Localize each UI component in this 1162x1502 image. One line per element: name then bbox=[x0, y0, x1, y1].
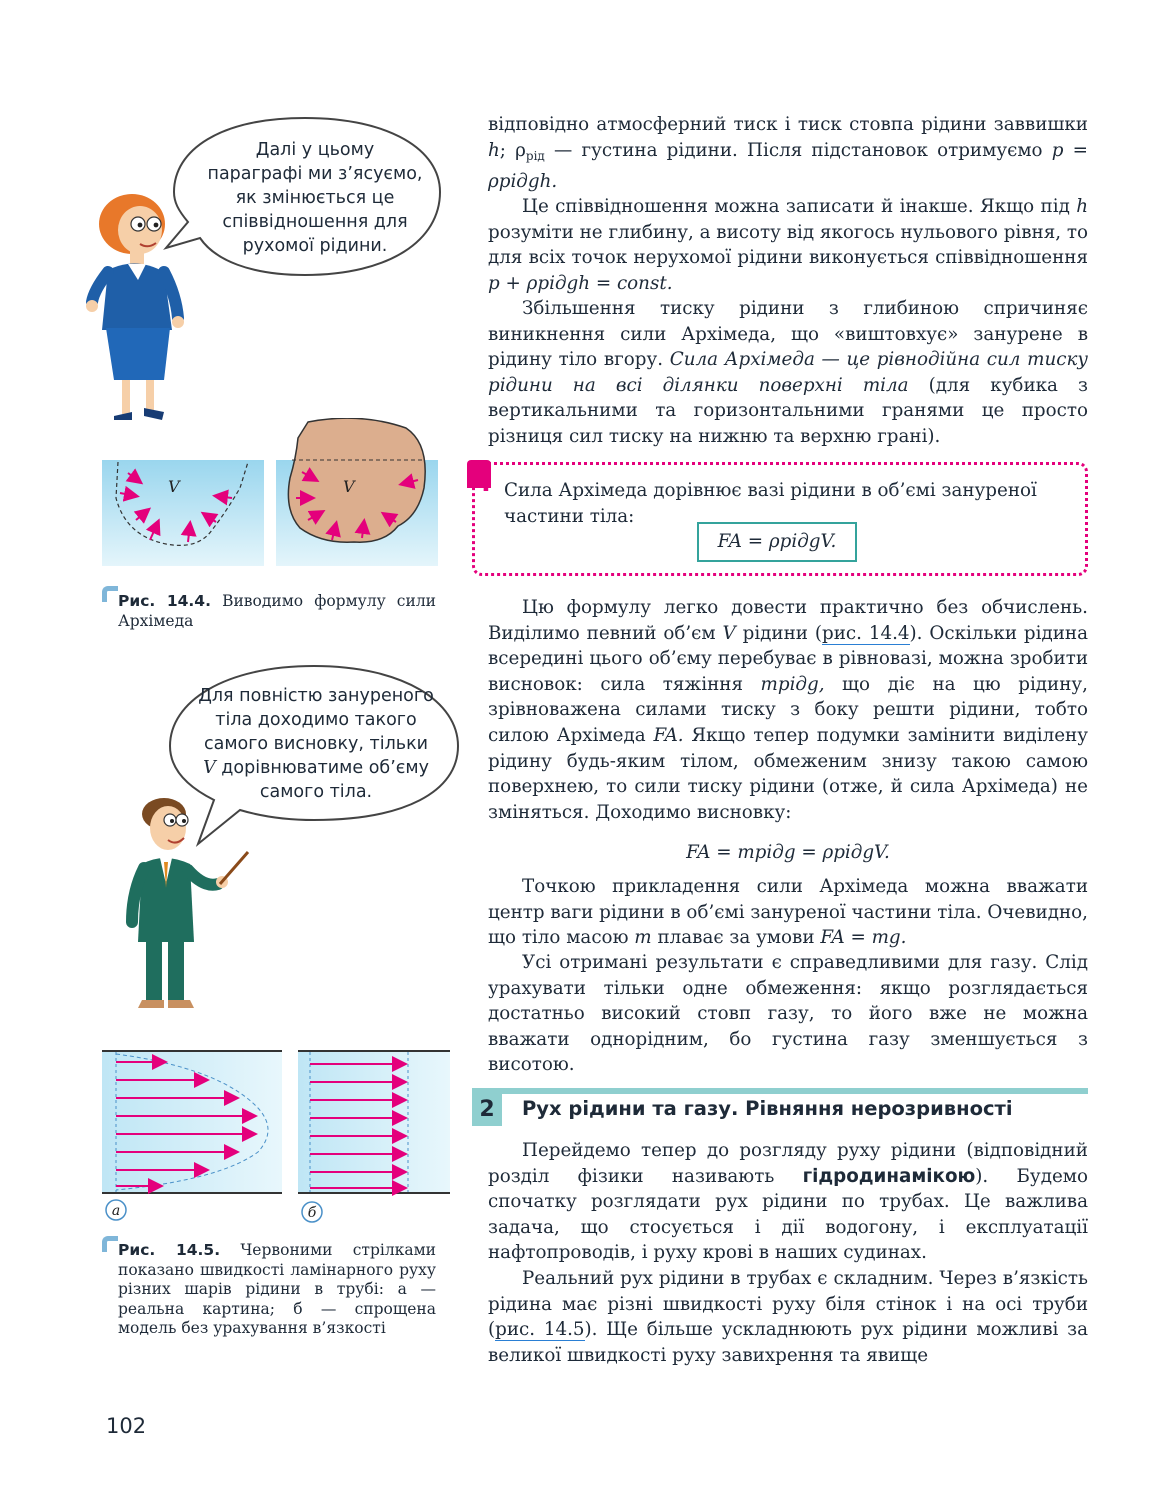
paragraph-1: відповідно атмосферний тиск і тиск стовпа рідини заввишки h; $\rho_{рід}$ — густина рідини. Після підстановок отримуємо p = ρрідgh. bbox=[488, 114, 1088, 193]
fig-14-5-label-b: б bbox=[307, 1205, 317, 1221]
teacher-illustration bbox=[124, 792, 254, 1014]
paragraph-6: Усі отримані результати є справедливими для газу. Слід урахувати тільки одне обмеження: якщо розглядається достатньо високий стовп газу, то його вже не можна вважати однорідним, бо густина газу зменшується з висотою. bbox=[488, 952, 1088, 1076]
caption-14-5: Рис. 14.5. Червоними стрілками показано швидкості ламінарного руху різних шарів рідини в трубі: а — реальна картина; б — спрощена модель без урахування в’язкості bbox=[118, 1241, 436, 1338]
rule-callout-text: Сила Архімеда дорівнює вазі рідини в об’ємі зануреної частини тіла: bbox=[504, 480, 1037, 527]
paragraph-2: Це співвідношення можна записати й інакше. Якщо під h розуміти не глибину, а висоту від якогось нульового рівня, то для всіх точок нерухомої рідини виконується співвідношення p + ρрідgh = const. bbox=[488, 196, 1088, 294]
figure-14-5 bbox=[100, 1048, 452, 1228]
bubble-2-text: Для повністю зануреного тіла доходимо такого самого висновку, тільки V дорівнюватиме об’єму самого тіла. bbox=[198, 686, 434, 802]
paragraph-4: Цю формулу легко довести практично без обчислень. Виділимо певний об’єм V рідини (рис. 14.4). Оскільки рідина всередині цього об’єму перебуває в рівновазі, можна зробити висновок: сила тяжіння mрідg, що діє на цю рідину, зрівноважена силами тиску з боку решти рідини, тобто силою Архімеда FA. Якщо тепер подумки замінити виділену рідину будь-яким тілом, обмеженим знизу такою самою поверхнею, то сили тиску рідини (отже, й сила Архімеда) не зміняться. Доходимо висновку: bbox=[488, 597, 1088, 823]
term-hydrodynamics: гідродинамікою bbox=[802, 1165, 976, 1187]
archimedes-definition: Сила Архімеда — це рівнодійна сил тиску рідини на всі ділянки поверхні тіла bbox=[488, 349, 1088, 396]
caption-14-4: Рис. 14.4. Виводимо формулу сили Архімеда bbox=[118, 592, 436, 630]
formula-p-rho-gh: p = ρрідgh. bbox=[488, 139, 1088, 193]
section-title: Рух рідини та газу. Рівняння нерозривності bbox=[522, 1097, 1013, 1120]
fig-14-4-label-v-left: V bbox=[168, 477, 180, 496]
page-number: 102 bbox=[106, 1414, 147, 1438]
fig-14-5-label-a: а bbox=[111, 1203, 121, 1219]
caption-marker-14-5 bbox=[102, 1236, 118, 1252]
link-fig-14-5[interactable]: рис. 14.5 bbox=[495, 1319, 585, 1341]
figure-14-4 bbox=[100, 418, 440, 568]
section-number: 2 bbox=[472, 1094, 502, 1126]
bubble-2-var: V bbox=[203, 758, 216, 778]
formula-fa: FA. bbox=[653, 724, 684, 746]
paragraph-8: Реальний рух рідини в трубах є складним. Через в’язкість рідина має різні швидкості руху біля стінок і на осі труби (рис. 14.5). Ще більше ускладнюють рух рідини можливі за великої швидкості руху завихрення та явище bbox=[488, 1268, 1088, 1366]
center-formula: FA = mрідg = ρрідgV. bbox=[686, 842, 890, 863]
fig-14-4-label-v-right: V bbox=[343, 477, 355, 496]
exclamation-icon: ! bbox=[480, 468, 492, 498]
formula-m-g: mрідg, bbox=[760, 673, 825, 695]
caption-marker-14-4 bbox=[102, 586, 118, 602]
archimedes-formula-box: FA = ρрідgV. bbox=[697, 522, 857, 562]
formula-fa-mg: FA = mg. bbox=[820, 927, 907, 949]
bubble-1-text: Далі у цьому параграфі ми з’ясуємо, як змінюється це співвідношення для рухомої рідини. bbox=[207, 140, 423, 256]
paragraph-5: Точкою прикладення сили Архімеда можна вважати центр ваги рідини в об’ємі зануреної частини тіла. Очевидно, що тіло масою m плаває за умови FA = mg. bbox=[488, 876, 1088, 949]
paragraph-3: Збільшення тиску рідини з глибиною спричиняє виникнення сили Архімеда, що «виштовхує» занурене в рідину тіло вгору. Сила Архімеда — це рівнодійна сил тиску рідини на всі ділянки поверхні тіла (для кубика з вертикальними та горизонтальними гранями це просто різниця сил тиску на нижню та верхню грані). bbox=[488, 298, 1089, 447]
formula-const: p + ρрідgh = const. bbox=[488, 272, 673, 294]
section-band bbox=[472, 1088, 1088, 1094]
link-fig-14-4[interactable]: рис. 14.4 bbox=[822, 622, 910, 644]
paragraph-7: Перейдемо тепер до розгляду руху рідини (відповідний розділ фізики називають гідродинамікою). Будемо спочатку розглядати рух рідини по трубах. Це важлива задача, що стосується і дії водогону, і експлуатації нафтопроводів, і руху крові в наших судинах. bbox=[488, 1140, 1088, 1264]
